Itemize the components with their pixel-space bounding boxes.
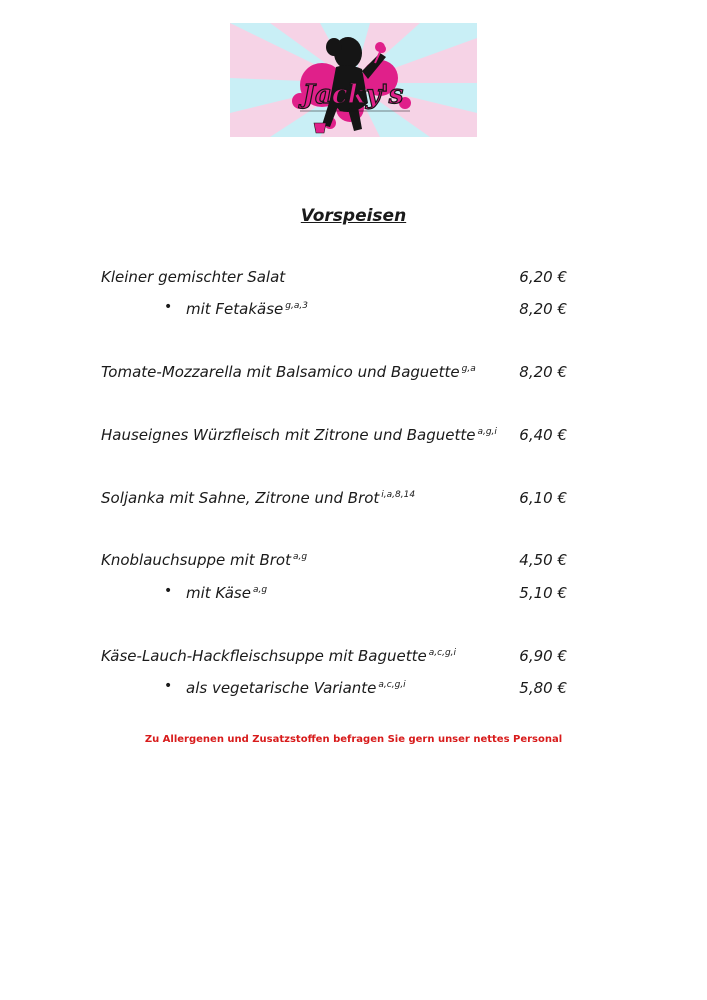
logo-brand-text: Jacky's	[302, 80, 404, 110]
restaurant-logo	[230, 23, 477, 137]
item-price: 6,40 €	[519, 426, 567, 444]
item-name: Soljanka mit Sahne, Zitrone und Brot $^{i,a,8,14}$	[101, 489, 416, 507]
item-name: Tomate-Mozzarella mit Balsamico und Baguette $^{g,a}$	[101, 363, 476, 381]
menu-item	[101, 363, 567, 385]
item-price: 8,20 €	[519, 300, 567, 318]
item-price: 6,10 €	[519, 489, 567, 507]
item-name: mit Käse $^{a,g}$	[186, 584, 268, 602]
item-name: Hauseignes Würzfleisch mit Zitrone und Baguette $^{a,g,i}$	[101, 426, 497, 444]
menu-subitem	[101, 300, 567, 322]
menu-subitem	[101, 679, 567, 701]
item-name: als vegetarische Variante $^{a,c,g,i}$	[186, 679, 406, 697]
menu-item	[101, 426, 567, 448]
item-name: Kleiner gemischter Salat	[101, 268, 286, 286]
bullet-icon: •	[164, 299, 173, 315]
bullet-icon: •	[164, 678, 173, 694]
item-price: 6,90 €	[519, 647, 567, 665]
logo-graphic	[230, 23, 477, 137]
item-name: Käse-Lauch-Hackfleischsuppe mit Baguette $^{a,c,g,i}$	[101, 647, 457, 665]
item-name: Knoblauchsuppe mit Brot $^{a,g}$	[101, 551, 308, 569]
menu-item	[101, 489, 567, 511]
menu-item	[101, 647, 567, 669]
item-name: mit Fetakäse $^{g,a,3}$	[186, 300, 308, 318]
section-title: Vorspeisen	[300, 206, 407, 226]
item-price: 5,10 €	[519, 584, 567, 602]
item-price: 5,80 €	[519, 679, 567, 697]
item-price: 8,20 €	[519, 363, 567, 381]
item-price: 4,50 €	[519, 551, 567, 569]
bullet-icon: •	[164, 583, 173, 599]
item-price: 6,20 €	[519, 268, 567, 286]
menu-item	[101, 268, 567, 290]
menu-subitem	[101, 584, 567, 606]
allergen-note: Zu Allergenen und Zusatzstoffen befragen Sie gern unser nettes Personal	[144, 734, 563, 745]
menu-item	[101, 551, 567, 573]
